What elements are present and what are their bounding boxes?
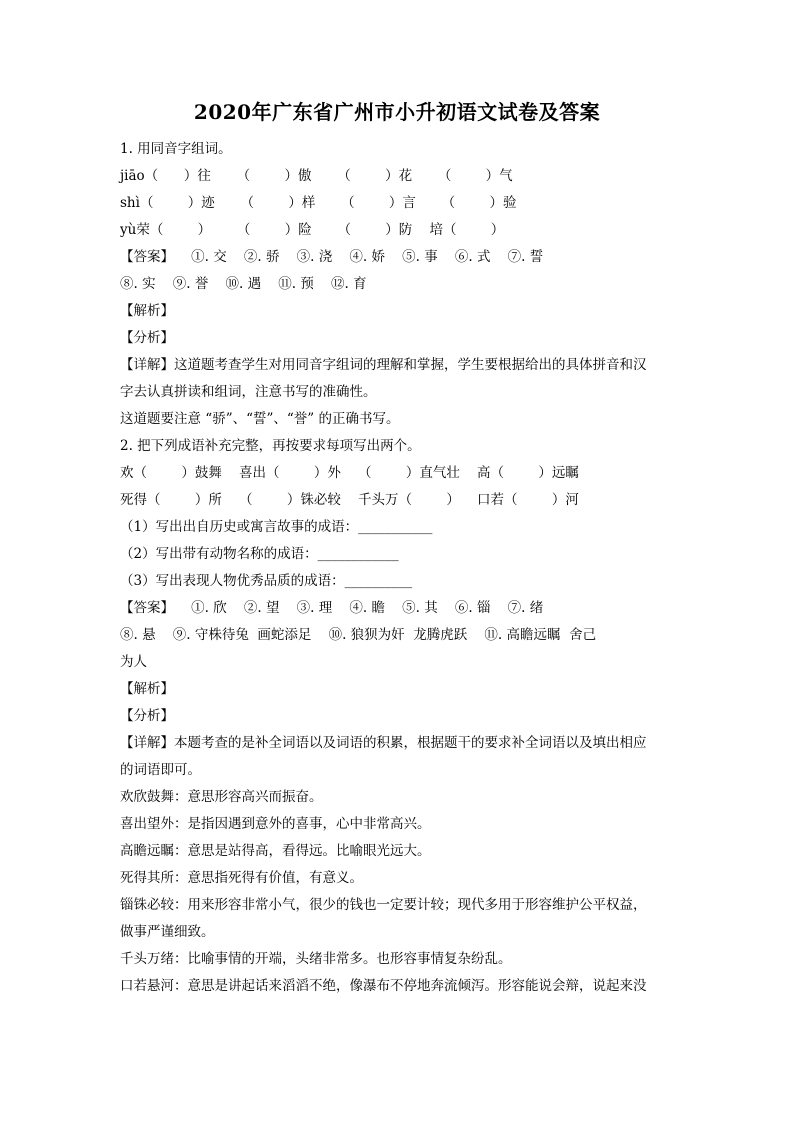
q1-detail-cont: 字去认真拼读和组词，注意书写的准确性。: [120, 384, 377, 400]
q2-sub-1: （1）写出出自历史或寓言故事的成语：___________: [120, 519, 433, 535]
q1-heading: 1. 用同音字组词。: [120, 141, 232, 157]
idiom-explanation-cont: 做事严谨细致。: [120, 924, 215, 940]
q1-row-shi: shì（ ）迹 （ ）样 （ ）言 （ ）验: [120, 195, 517, 211]
q2-heading: 2. 把下列成语补充完整，再按要求每项写出两个。: [120, 438, 421, 454]
document-body: [120, 136, 680, 1000]
idiom-explanation: 千头万绪：比喻事情的开端，头绪非常多。也形容事情复杂纷乱。: [120, 951, 512, 967]
q1-note: 这道题要注意 “骄”、“誓”、“誉” 的正确书写。: [120, 411, 400, 427]
q2-fenxi-label: 【分析】: [120, 708, 174, 724]
idiom-explanation: 喜出望外：是指因遇到意外的喜事，心中非常高兴。: [120, 816, 431, 832]
q1-row-jiao: jiāo（ ）往 （ ）傲 （ ）花 （ ）气: [120, 168, 513, 184]
q2-answer: 【答案】 ①. 欣 ②. 望 ③. 理 ④. 瞻 ⑤. 其 ⑥. 锱 ⑦. 绪: [120, 600, 544, 616]
q1-fenxi-label: 【分析】: [120, 330, 174, 346]
q2-detail-cont: 的词语即可。: [120, 762, 201, 778]
idiom-explanation: 死得其所：意思指死得有价值，有意义。: [120, 870, 363, 886]
q2-detail: 【详解】本题考查的是补全词语以及词语的积累，根据题干的要求补全词语以及填出相应: [120, 735, 647, 751]
q1-answer-cont: ⑧. 实 ⑨. 誉 ⑩. 遇 ⑪. 预 ⑫. 育: [120, 276, 367, 292]
idiom-explanation: 锱铢必较：用来形容非常小气，很少的钱也一定要计较；现代多用于形容维护公平权益，: [120, 897, 647, 913]
q2-answer-cont-2: 为人: [120, 654, 147, 670]
q1-analysis-label: 【解析】: [120, 303, 174, 319]
q1-answer: 【答案】 ①. 交 ②. 骄 ③. 浇 ④. 娇 ⑤. 事 ⑥. 式 ⑦. 誓: [120, 249, 544, 265]
q2-sub-2: （2）写出带有动物名称的成语：____________: [120, 546, 399, 562]
idiom-explanation: 欢欣鼓舞：意思形容高兴而振奋。: [120, 789, 323, 805]
q2-analysis-label: 【解析】: [120, 681, 174, 697]
idiom-explanation: 高瞻远瞩：意思是站得高，看得远。比喻眼光远大。: [120, 843, 431, 859]
document-title: 2020年广东省广州市小升初语文试卷及答案: [193, 100, 601, 124]
q1-detail: 【详解】这道题考查学生对用同音字组词的理解和掌握，学生要根据给出的具体拼音和汉: [120, 357, 647, 373]
q2-row-1: 欢（ ）鼓舞 喜出（ ）外 （ ）直气壮 高（ ）远瞩: [120, 465, 579, 481]
idiom-explanation: 口若悬河：意思是讲起话来滔滔不绝，像瀑布不停地奔流倾泻。形容能说会辩，说起来没: [120, 978, 647, 994]
q2-answer-cont: ⑧. 悬 ⑨. 守株待兔 画蛇添足 ⑩. 狼狈为奸 龙腾虎跃 ⑪. 高瞻远瞩 舍己: [120, 627, 597, 643]
q1-row-yu: yù荣（ ） （ ）险 （ ）防 培（ ）: [120, 222, 505, 238]
q2-sub-3: （3）写出表现人物优秀品质的成语：__________: [120, 573, 413, 589]
q2-row-2: 死得（ ）所 （ ）铢必较 千头万（ ） 口若（ ）河: [120, 492, 579, 508]
